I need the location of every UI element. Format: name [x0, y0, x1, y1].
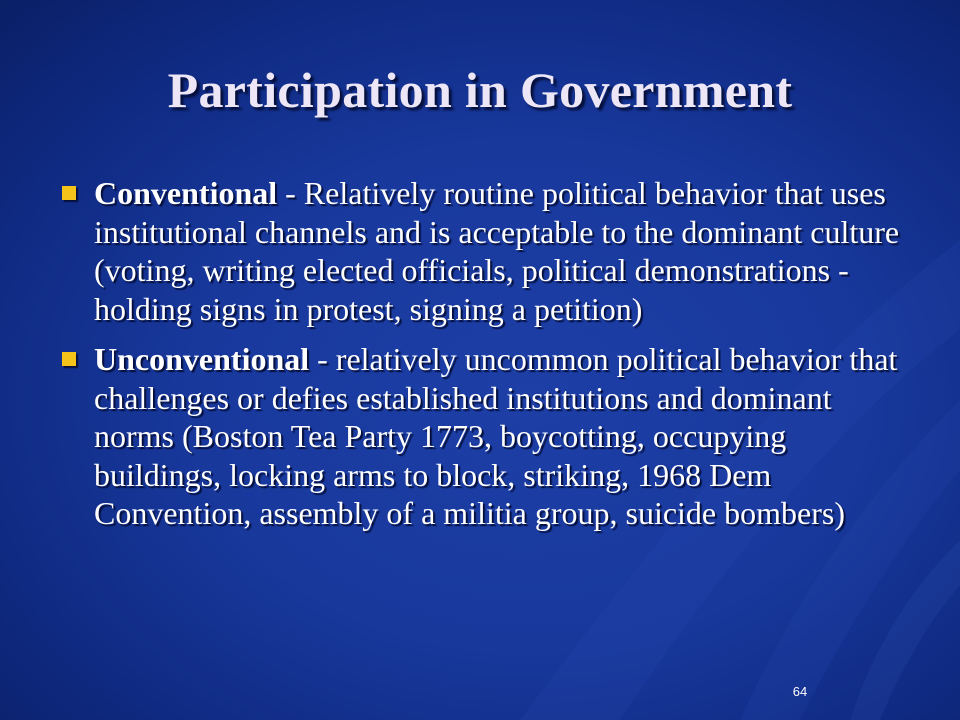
bullet-square-icon [62, 352, 76, 366]
page-number: 64 [792, 684, 808, 699]
bullet-unconventional [58, 340, 908, 533]
bullet-term: Conventional [94, 175, 278, 211]
bullet-term: Unconventional [94, 341, 310, 377]
slide-title: Participation in Government [167, 62, 793, 118]
bullet-conventional [58, 174, 908, 328]
bullet-square-icon [62, 186, 76, 200]
bullet-text: - relatively uncommon political behavior that challenges or defies established institutions and dominant norms (Boston Tea Party 1773, boycotting, occupying buildings, locking arms to block, striking, 1968 Dem Convention, assembly of a militia group, suicide bombers) [94, 341, 898, 531]
bullet-text: - Relatively routine political behavior that uses institutional channels and is acceptable to the dominant culture (voting, writing elected officials, political demonstrations - holding signs in protest, signing a petition) [94, 175, 900, 327]
bullet-list [58, 174, 908, 533]
